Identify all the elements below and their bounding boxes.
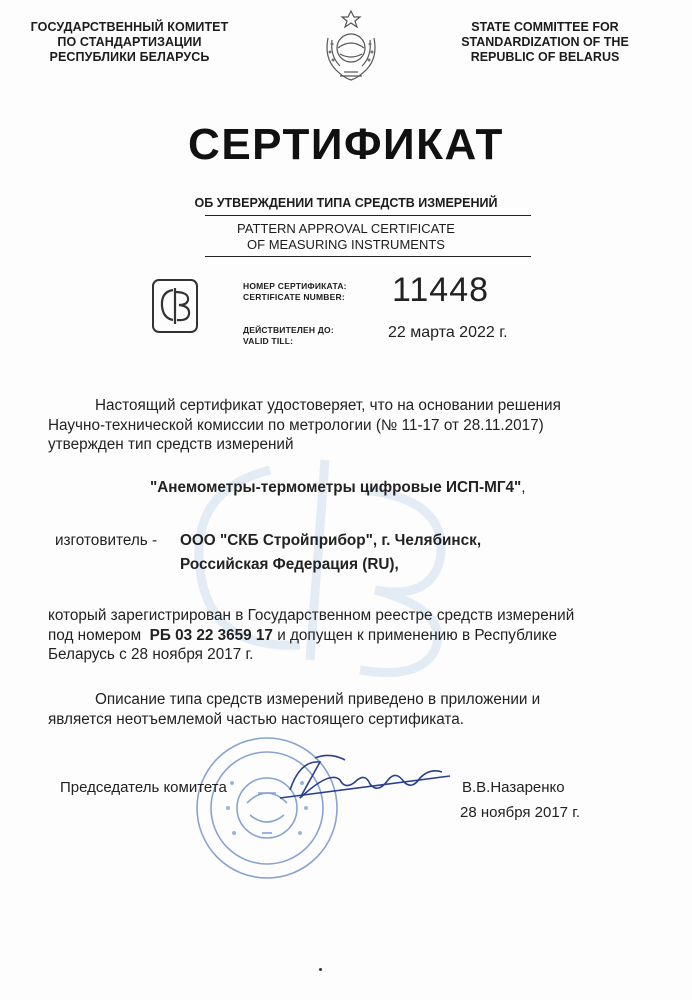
chairman-name: В.В.Назаренко — [462, 779, 565, 796]
document-title: СЕРТИФИКАТ — [188, 120, 504, 169]
header-right-line: STATE COMMITTEE FOR — [471, 20, 619, 34]
manufacturer-line: ООО "СКБ Стройприбор", г. Челябинск, — [180, 532, 482, 549]
instrument-name: "Анемометры-термометры цифровые ИСП-МГ4" — [150, 479, 522, 496]
subtitle-en-line: OF MEASURING INSTRUMENTS — [247, 237, 445, 252]
subtitle-ru: ОБ УТВЕРЖДЕНИИ ТИПА СРЕДСТВ ИЗМЕРЕНИЙ — [194, 196, 498, 210]
header-left-line: ГОСУДАРСТВЕННЫЙ КОМИТЕТ — [30, 20, 229, 34]
valid-till-date: 22 марта 2022 г. — [388, 324, 508, 341]
page-dot — [319, 968, 322, 971]
register-paragraph — [48, 606, 648, 665]
divider — [205, 256, 531, 257]
instrument-line — [150, 478, 526, 498]
certificate-number-label — [243, 281, 347, 302]
instrument-suffix: , — [521, 479, 526, 496]
label-ru: ДЕЙСТВИТЕЛЕН ДО: — [243, 325, 334, 335]
register-line — [48, 626, 648, 646]
annex-line: является неотъемлемой частью настоящего сертификата. — [48, 710, 465, 728]
signature-date: 28 ноября 2017 г. — [460, 804, 580, 821]
register-prefix: под номером — [48, 626, 142, 644]
valid-till-label — [243, 325, 334, 346]
intro-line: Настоящий сертификат удостоверяет, что на основании решения — [95, 397, 561, 414]
chairman-label: Председатель комитета — [60, 779, 227, 796]
intro-line: Научно-технической комиссии по метрологии (№ 11-17 от 28.11.2017) — [48, 416, 544, 434]
certificate-number: 11448 — [392, 271, 490, 309]
register-number: РБ 03 22 3659 17 — [149, 626, 273, 644]
register-line: Беларусь с 28 ноября 2017 г. — [48, 646, 254, 663]
label-en: VALID TILL: — [243, 335, 294, 346]
divider — [205, 215, 531, 216]
subtitle-en-line: PATTERN APPROVAL CERTIFICATE — [237, 221, 455, 236]
label-ru: НОМЕР СЕРТИФИКАТА: — [243, 281, 347, 291]
annex-paragraph — [48, 690, 648, 729]
header-right-line: STANDARDIZATION OF THE — [461, 35, 629, 49]
intro-paragraph — [48, 396, 648, 455]
header-committee-ru — [22, 20, 237, 65]
register-line: который зарегистрирован в Государственном реестре средств измерений — [48, 607, 575, 624]
header-committee-en — [440, 20, 650, 65]
manufacturer-label: изготовитель - — [55, 532, 158, 549]
annex-line: Описание типа средств измерений приведено в приложении и — [95, 691, 541, 708]
header-right-line: REPUBLIC OF BELARUS — [470, 50, 620, 64]
intro-line: утвержден тип средств измерений — [48, 436, 294, 453]
manufacturer-name — [180, 531, 481, 574]
subtitle-en — [0, 221, 692, 253]
register-suffix: и допущен к применению в Республике — [277, 626, 558, 644]
header-left-line: ПО СТАНДАРТИЗАЦИИ — [57, 35, 202, 49]
stb-logo-icon — [151, 278, 199, 334]
handwritten-signature-icon — [270, 750, 460, 810]
header-left-line: РЕСПУБЛИКИ БЕЛАРУСЬ — [49, 50, 210, 64]
belarus-emblem-icon — [318, 8, 384, 84]
manufacturer-line: Российская Федерация (RU), — [180, 555, 399, 573]
label-en: CERTIFICATE NUMBER: — [243, 291, 345, 302]
